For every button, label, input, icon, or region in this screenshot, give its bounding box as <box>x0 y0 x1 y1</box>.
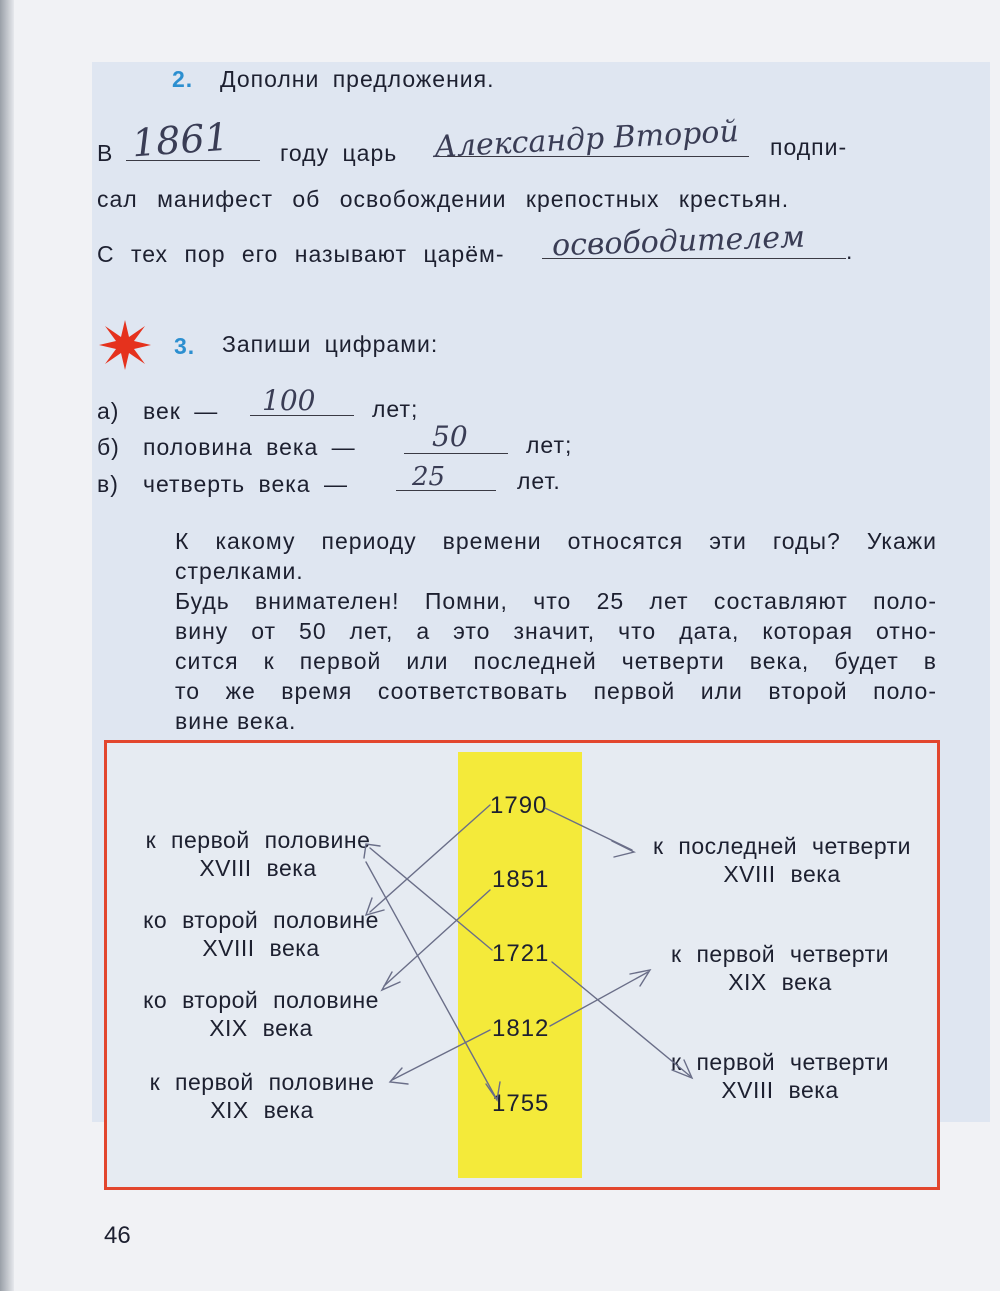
year-1721: 1721 <box>492 940 550 967</box>
answer-a: 100 <box>262 384 316 417</box>
task2-line2: сал манифест об освобождении крепостных крестьян. <box>97 186 790 212</box>
task2-heading: Дополни предложения. <box>220 66 495 92</box>
answer-tsar: Александр Второй <box>433 114 740 165</box>
answer-year: 1861 <box>130 114 231 166</box>
arrow-head <box>366 898 384 915</box>
arrow-1790-left <box>370 805 490 912</box>
year-1755: 1755 <box>492 1090 550 1117</box>
left-option-line2: XVIII века <box>199 855 317 881</box>
right-option-line1: к первой четверти <box>671 1049 889 1075</box>
item-b-prefix: б) <box>97 434 120 460</box>
task2-line1-start: В <box>97 140 114 166</box>
answer-title: освободителем <box>551 219 806 264</box>
task3-number: 3. <box>174 333 196 359</box>
left-option-line2: XIX века <box>209 1015 313 1041</box>
instruction-line: стрелками. <box>175 558 304 584</box>
task2-line3-end: . <box>846 238 854 264</box>
answer-c: 25 <box>412 462 446 492</box>
right-option-line2: XVIII века <box>723 861 841 887</box>
item-c-prefix: в) <box>97 471 119 497</box>
instruction-line: то же время соответствовать первой или второй поло- <box>175 678 937 704</box>
item-c-suffix: лет. <box>517 468 561 494</box>
arrow-1812-right <box>550 972 648 1026</box>
right-option-line2: XVIII века <box>721 1077 839 1103</box>
right-option-line1: к первой четверти <box>671 941 889 967</box>
year-1812: 1812 <box>492 1015 550 1042</box>
item-a-suffix: лет; <box>372 396 419 422</box>
right-option-line2: XIX века <box>728 969 832 995</box>
item-b-label: половина века — <box>143 434 356 460</box>
instruction-line: сится к первой или последней четверти века, будет в <box>175 648 937 674</box>
left-option-line1: ко второй половине <box>143 987 379 1013</box>
right-option-line1: к последней четверти <box>652 833 912 859</box>
task3-heading: Запиши цифрами: <box>222 331 439 357</box>
page-number: 46 <box>104 1222 131 1249</box>
year-1851: 1851 <box>492 866 550 893</box>
left-option-line2: XVIII века <box>202 935 320 961</box>
item-a-label: век — <box>143 398 219 424</box>
instruction-line: вине века. <box>175 708 297 734</box>
arrow-1812-left <box>392 1030 490 1080</box>
instruction-line: Будь внимателен! Помни, что 25 лет составляют поло- <box>175 588 937 614</box>
arrow-1721-right <box>552 962 690 1076</box>
year-1790: 1790 <box>490 792 548 819</box>
instruction-line: К какому периоду времени относятся эти годы? Укажи <box>175 528 937 554</box>
item-b-suffix: лет; <box>526 432 573 458</box>
left-option-line1: к первой половине <box>149 1069 375 1095</box>
task2-line1-end: подпи- <box>770 134 848 160</box>
task2-number: 2. <box>172 66 194 92</box>
task2-line3-start: С тех пор его называют царём- <box>97 241 505 267</box>
left-option-line2: XIX века <box>210 1097 314 1123</box>
left-option-line1: к первой половине <box>145 827 371 853</box>
arrow-1755 <box>366 862 496 1098</box>
answer-b: 50 <box>432 420 468 453</box>
item-a-prefix: а) <box>97 398 120 424</box>
arrow-head <box>364 844 380 858</box>
task2-line1-mid: году царь <box>280 140 398 166</box>
instruction-line: вину от 50 лет, а это значит, что дата, которая отно- <box>175 618 937 644</box>
left-option-line1: ко второй половине <box>143 907 379 933</box>
arrow-1721 <box>370 848 492 950</box>
item-c-label: четверть века — <box>143 471 348 497</box>
